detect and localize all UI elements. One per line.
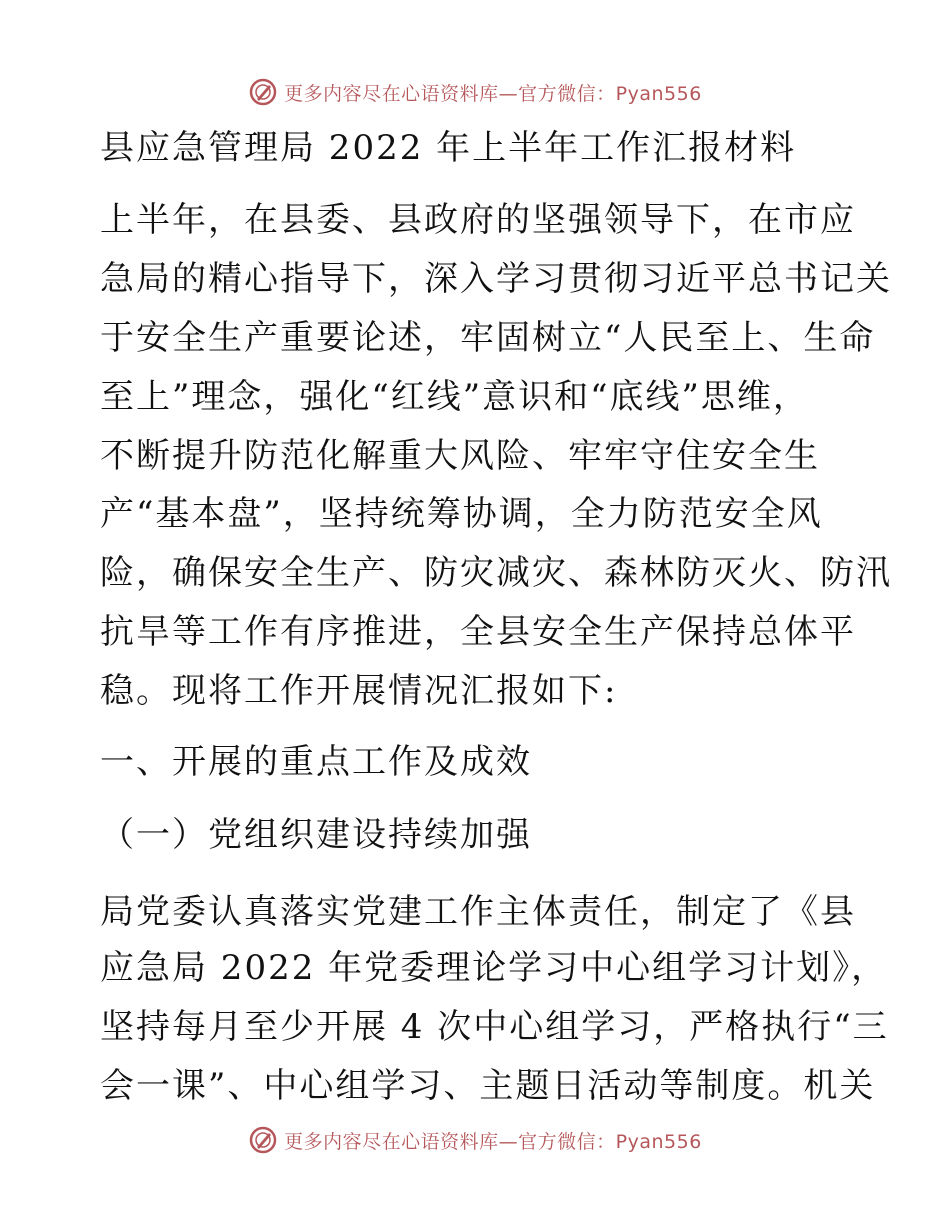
paragraph-line: 上半年，在县委、县政府的坚强领导下，在市应 [100, 200, 856, 240]
paragraph-line: 至上”理念，强化“红线”意识和“底线”思维， [100, 377, 809, 417]
paragraph-line: 抗旱等工作有序推进，全县安全生产保持总体平 [100, 612, 856, 652]
paragraph-line: 稳。现将工作开展情况汇报如下: [100, 671, 618, 711]
watermark-text: 更多内容尽在心语资料库—官方微信：Pyan556 [284, 82, 702, 105]
paragraph-line: 局党委认真落实党建工作主体责任，制定了《县 [100, 892, 856, 932]
watermark-text: 更多内容尽在心语资料库—官方微信：Pyan556 [284, 1130, 702, 1153]
section-heading: 一、开展的重点工作及成效 [100, 742, 532, 782]
paragraph-line: 应急局 2022 年党委理论学习中心组学习计划》， [100, 948, 888, 988]
paragraph-line: 坚持每月至少开展 4 次中心组学习，严格执行“三 [100, 1007, 889, 1047]
paragraph-line: 产“基本盘”，坚持统筹协调，全力防范安全风 [100, 494, 823, 534]
document-title: 县应急管理局 2022 年上半年工作汇报材料 [100, 128, 797, 168]
watermark-footer [0, 1120, 950, 1160]
pen-logo-icon [248, 77, 278, 107]
paragraph-line: 险，确保安全生产、防灾减灾、森林防灭火、防汛 [100, 553, 892, 593]
paragraph-line: 于安全生产重要论述，牢固树立“人民至上、生命 [100, 318, 876, 358]
paragraph-line: 不断提升防范化解重大风险、牢牢守住安全生 [100, 436, 820, 476]
subsection-heading: （一）党组织建设持续加强 [100, 815, 532, 855]
watermark-header [0, 72, 950, 112]
paragraph-line: 急局的精心指导下，深入学习贯彻习近平总书记关 [100, 259, 892, 299]
paragraph-line: 会一课”、中心组学习、主题日活动等制度。机关 [100, 1066, 876, 1106]
pen-logo-icon [248, 1125, 278, 1155]
